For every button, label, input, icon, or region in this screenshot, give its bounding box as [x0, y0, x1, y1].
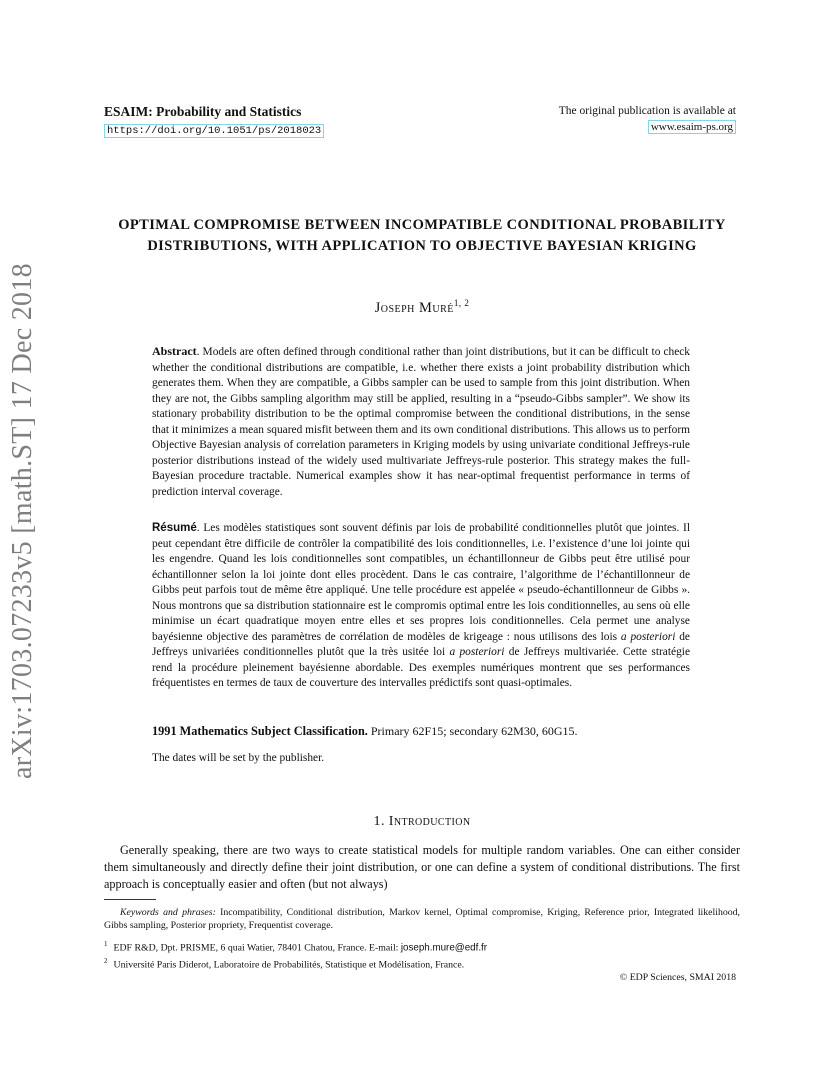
resume-label: Résumé [152, 522, 197, 534]
arxiv-stamp [2, 263, 44, 779]
intro-paragraph [104, 842, 740, 893]
intro-text: Generally speaking, there are two ways to create statistical models for multiple random variables. One can either consider them simultaneously and directly define their joint distribution, or one can define a system of conditional distributions. The first approach is conceptually easier and often (but not always) [104, 843, 740, 891]
resume-italic-2: a posteriori [449, 646, 505, 658]
resume-italic-1: a posteriori [620, 630, 676, 643]
section-heading [104, 814, 740, 830]
journal-name: ESAIM: Probability and Statistics [104, 104, 302, 119]
footnote-2 [104, 955, 465, 971]
dates-note: The dates will be set by the publisher. [152, 752, 325, 764]
footnote-1-text: EDF R&D, Dpt. PRISME, 6 quai Watier, 78401 Chatou, France. E-mail: [113, 942, 401, 954]
abstract-label: Abstract [152, 344, 197, 358]
resume [152, 521, 690, 692]
abstract-text: . Models are often defined through conditional rather than joint distributions, but it can be difficult to check whether the conditional distributions are compatible, i.e. whether there exists a joint probability distribution which generates them. When they are compatible, a Gibbs sampler can be used to sample from this joint distribution. When they are not, the Gibbs sampling algorithm may still be applied, resulting in a “pseudo-Gibbs sampler”. We show its stationary probability distribution to be the optimal compromise between the conditional distributions, in the sense that it minimizes a mean squared misfit between them and its own conditional distributions. This allows us to perform Objective Bayesian analysis of correlation parameters in Kriging models by using univariate conditional Jeffreys-rule posterior distributions instead of the widely used multivariate Jeffreys-rule posterior. This strategy makes the full-Bayesian procedure tractable. Numerical examples show it has near-optimal frequentist performance in terms of prediction interval coverage. [152, 346, 690, 498]
header-right [559, 105, 736, 134]
footnote-1-email[interactable]: joseph.mure@edf.fr [400, 942, 488, 954]
copyright: © EDP Sciences, SMAI 2018 [619, 972, 736, 983]
resume-text-3: de Jeffreys multivariée. Cette stratégie rend la procédure pleinement bayésienne abordable. Des exemples numériques montrent que ses performances fréquentistes en termes de taux de couverture des intervalles prédictifs sont quasi-optimales. [152, 646, 690, 689]
msc-text: Primary 62F15; secondary 62M30, 60G15. [367, 724, 578, 738]
resume-text-2: de Jeffreys univariées conditionnelles plutôt que la très usitée loi [152, 630, 690, 658]
author-affiliation-marks: 1, 2 [453, 298, 470, 308]
doi-link[interactable]: https://doi.org/10.1051/ps/2018023 [104, 124, 324, 138]
author-line [104, 298, 740, 317]
paper-title: OPTIMAL COMPROMISE BETWEEN INCOMPATIBLE CONDITIONAL PROBABILITY DISTRIBUTIONS, WITH APPLICATION TO OBJECTIVE BAYESIAN KRIGING [118, 217, 726, 254]
footnote-1-mark: 1 [104, 940, 108, 948]
keywords [104, 906, 740, 932]
journal-site-link[interactable]: www.esaim-ps.org [648, 120, 736, 134]
footnote-2-text: Université Paris Diderot, Laboratoire de Probabilités, Statistique et Modélisation, France. [113, 959, 465, 971]
abstract [152, 344, 690, 500]
section-number: 1. [373, 814, 385, 829]
section-title: Introduction [388, 814, 471, 829]
author-name: Joseph Muré [374, 299, 454, 316]
footnote-2-mark: 2 [104, 957, 108, 965]
keywords-label: Keywords and phrases: [120, 907, 216, 918]
msc-label: 1991 Mathematics Subject Classification. [152, 724, 368, 738]
availability-note: The original publication is available at [558, 105, 736, 117]
footnote-1 [104, 938, 488, 954]
header-left [104, 104, 324, 138]
footnote-rule [104, 899, 156, 900]
resume-text-1: . Les modèles statistiques sont souvent définis par lois de probabilité conditionnelles plutôt que jointes. Il peut cependant être difficile de contrôler la compatibilité des lois conditionnelles, i.e. l’existence d’une loi jointe qui les engendre. Quand les lois conditionnelles sont compatibles, un échantillonneur de Gibbs peut être utilisé pour échantillonner selon la loi jointe dont elles procèdent. Dans le cas contraire, l’algorithme de l’échantillonneur de Gibbs peut parfois tout de même être appliqué. Une telle procédure est appelée « pseudo-échantillonneur de Gibbs ». Nous montrons que sa distribution stationnaire est le compromis optimal entre les lois conditionnelles, au sens où elle minimise un écart quadratique moyen entre elles et ses propres lois conditionnelles. Cela permet une analyse bayésienne objective des paramètres de corrélation de modèles de krigeage : nous utilisons des lois [152, 522, 690, 643]
msc-classification [152, 724, 712, 739]
arxiv-id: arXiv:1703.07233v5 [math.ST] 17 Dec 2018 [7, 263, 39, 779]
keywords-text: Incompatibility, Conditional distribution, Markov kernel, Optimal compromise, Kriging, Reference prior, Integrated likelihood, Gibbs sampling, Posterior propriety, Frequentist coverage. [104, 907, 740, 931]
